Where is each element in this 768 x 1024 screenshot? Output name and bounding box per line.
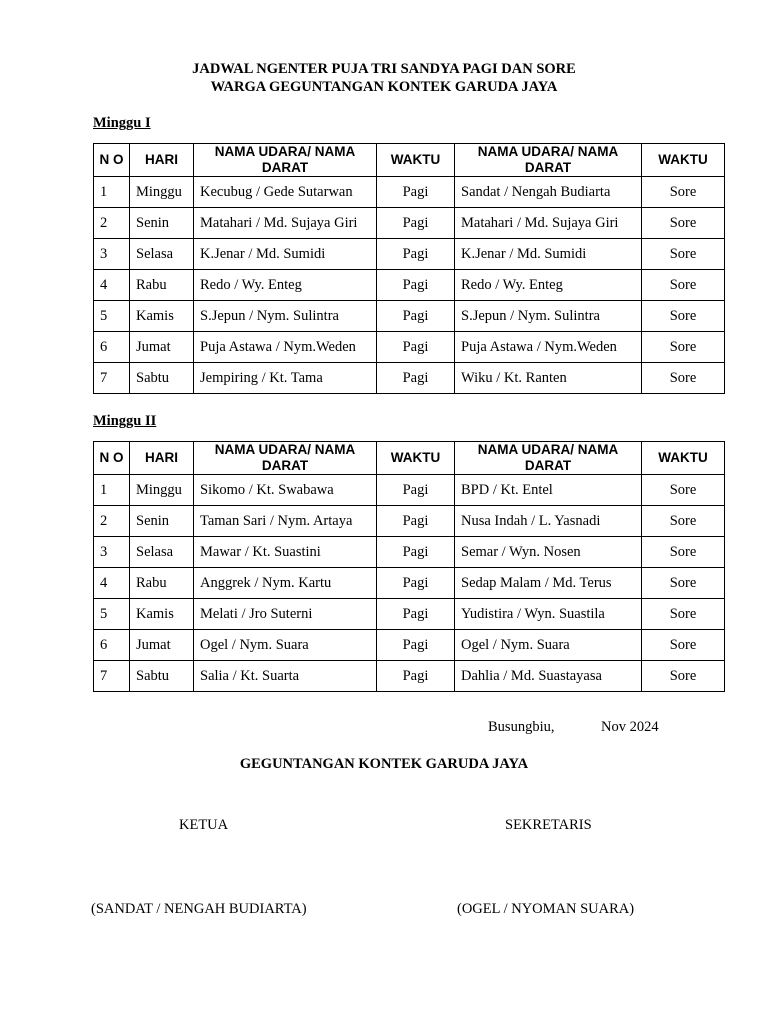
- cell-waktu1: Pagi: [377, 537, 455, 568]
- cell-waktu1: Pagi: [377, 506, 455, 537]
- cell-no: 4: [94, 568, 130, 599]
- doc-title-line-2: WARGA GEGUNTANGAN KONTEK GARUDA JAYA: [210, 79, 558, 95]
- table-row: [94, 177, 725, 208]
- ketua-title: KETUA: [179, 817, 229, 833]
- header-waktu-1: WAKTU: [377, 144, 455, 177]
- cell-nama2: Dahlia / Md. Suastayasa: [455, 661, 642, 692]
- table-row: [94, 301, 725, 332]
- table-row: [94, 537, 725, 568]
- cell-hari: Minggu: [130, 177, 194, 208]
- cell-no: 6: [94, 332, 130, 363]
- cell-waktu2: Sore: [642, 270, 725, 301]
- cell-waktu1: Pagi: [377, 363, 455, 394]
- cell-no: 7: [94, 661, 130, 692]
- cell-no: 3: [94, 239, 130, 270]
- cell-nama1: S.Jepun / Nym. Sulintra: [194, 301, 377, 332]
- cell-waktu2: Sore: [642, 475, 725, 506]
- cell-nama1: Salia / Kt. Suarta: [194, 661, 377, 692]
- cell-hari: Sabtu: [130, 661, 194, 692]
- schedule-table-week-1: [93, 143, 725, 394]
- cell-nama2: Sedap Malam / Md. Terus: [455, 568, 642, 599]
- header-hari: HARI: [130, 442, 194, 475]
- cell-waktu1: Pagi: [377, 599, 455, 630]
- cell-waktu2: Sore: [642, 568, 725, 599]
- cell-nama2: Redo / Wy. Enteg: [455, 270, 642, 301]
- cell-nama2: K.Jenar / Md. Sumidi: [455, 239, 642, 270]
- cell-waktu1: Pagi: [377, 239, 455, 270]
- cell-waktu2: Sore: [642, 208, 725, 239]
- cell-waktu2: Sore: [642, 177, 725, 208]
- cell-nama1: Matahari / Md. Sujaya Giri: [194, 208, 377, 239]
- week-2-label: Minggu II: [93, 413, 157, 429]
- cell-nama1: Sikomo / Kt. Swabawa: [194, 475, 377, 506]
- cell-waktu1: Pagi: [377, 270, 455, 301]
- cell-waktu2: Sore: [642, 239, 725, 270]
- cell-nama1: Redo / Wy. Enteg: [194, 270, 377, 301]
- cell-nama1: Taman Sari / Nym. Artaya: [194, 506, 377, 537]
- cell-nama1: Melati / Jro Suterni: [194, 599, 377, 630]
- table-row: [94, 208, 725, 239]
- footer-place: Busungbiu,: [488, 719, 555, 735]
- table-row: [94, 661, 725, 692]
- cell-nama2: Wiku / Kt. Ranten: [455, 363, 642, 394]
- cell-waktu2: Sore: [642, 363, 725, 394]
- cell-waktu2: Sore: [642, 506, 725, 537]
- cell-nama2: S.Jepun / Nym. Sulintra: [455, 301, 642, 332]
- cell-nama2: Puja Astawa / Nym.Weden: [455, 332, 642, 363]
- table-row: [94, 363, 725, 394]
- header-waktu-1: WAKTU: [377, 442, 455, 475]
- header-nama-1: NAMA UDARA/ NAMA DARAT: [194, 442, 377, 475]
- cell-hari: Selasa: [130, 239, 194, 270]
- schedule-table-week-2: [93, 441, 725, 692]
- cell-waktu1: Pagi: [377, 301, 455, 332]
- cell-hari: Minggu: [130, 475, 194, 506]
- cell-waktu1: Pagi: [377, 475, 455, 506]
- cell-nama2: Matahari / Md. Sujaya Giri: [455, 208, 642, 239]
- cell-no: 3: [94, 537, 130, 568]
- cell-nama1: K.Jenar / Md. Sumidi: [194, 239, 377, 270]
- table-row: [94, 568, 725, 599]
- cell-no: 1: [94, 177, 130, 208]
- cell-no: 7: [94, 363, 130, 394]
- table-row: [94, 475, 725, 506]
- cell-waktu2: Sore: [642, 599, 725, 630]
- footer-date: Nov 2024: [601, 719, 659, 735]
- cell-waktu2: Sore: [642, 661, 725, 692]
- doc-title-line-1: JADWAL NGENTER PUJA TRI SANDYA PAGI DAN SORE: [192, 61, 576, 77]
- cell-hari: Selasa: [130, 537, 194, 568]
- header-nama-1: NAMA UDARA/ NAMA DARAT: [194, 144, 377, 177]
- cell-nama1: Jempiring / Kt. Tama: [194, 363, 377, 394]
- cell-no: 2: [94, 506, 130, 537]
- cell-waktu2: Sore: [642, 301, 725, 332]
- cell-nama1: Anggrek / Nym. Kartu: [194, 568, 377, 599]
- table-row: [94, 630, 725, 661]
- cell-waktu1: Pagi: [377, 630, 455, 661]
- cell-nama1: Mawar / Kt. Suastini: [194, 537, 377, 568]
- cell-waktu2: Sore: [642, 630, 725, 661]
- cell-hari: Jumat: [130, 332, 194, 363]
- cell-hari: Kamis: [130, 599, 194, 630]
- cell-no: 2: [94, 208, 130, 239]
- cell-hari: Jumat: [130, 630, 194, 661]
- header-no: N O: [94, 144, 130, 177]
- cell-nama1: Puja Astawa / Nym.Weden: [194, 332, 377, 363]
- table-row: [94, 270, 725, 301]
- header-no: N O: [94, 442, 130, 475]
- cell-no: 5: [94, 301, 130, 332]
- cell-no: 4: [94, 270, 130, 301]
- cell-waktu2: Sore: [642, 332, 725, 363]
- cell-nama2: Semar / Wyn. Nosen: [455, 537, 642, 568]
- header-hari: HARI: [130, 144, 194, 177]
- table-header-row: [94, 144, 725, 177]
- table-row: [94, 599, 725, 630]
- cell-nama1: Kecubug / Gede Sutarwan: [194, 177, 377, 208]
- cell-hari: Sabtu: [130, 363, 194, 394]
- header-nama-2: NAMA UDARA/ NAMA DARAT: [455, 144, 642, 177]
- cell-hari: Kamis: [130, 301, 194, 332]
- ketua-name: (SANDAT / NENGAH BUDIARTA): [91, 901, 307, 917]
- cell-no: 1: [94, 475, 130, 506]
- cell-hari: Senin: [130, 208, 194, 239]
- cell-no: 5: [94, 599, 130, 630]
- header-nama-2: NAMA UDARA/ NAMA DARAT: [455, 442, 642, 475]
- header-waktu-2: WAKTU: [642, 144, 725, 177]
- cell-nama2: Nusa Indah / L. Yasnadi: [455, 506, 642, 537]
- cell-nama2: BPD / Kt. Entel: [455, 475, 642, 506]
- week-1-label: Minggu I: [93, 115, 151, 131]
- header-waktu-2: WAKTU: [642, 442, 725, 475]
- cell-waktu2: Sore: [642, 537, 725, 568]
- cell-hari: Senin: [130, 506, 194, 537]
- cell-nama2: Sandat / Nengah Budiarta: [455, 177, 642, 208]
- cell-hari: Rabu: [130, 270, 194, 301]
- cell-no: 6: [94, 630, 130, 661]
- cell-nama2: Ogel / Nym. Suara: [455, 630, 642, 661]
- cell-waktu1: Pagi: [377, 208, 455, 239]
- footer-organization: GEGUNTANGAN KONTEK GARUDA JAYA: [239, 756, 529, 772]
- table-header-row: [94, 442, 725, 475]
- sekretaris-name: (OGEL / NYOMAN SUARA): [457, 901, 635, 917]
- cell-waktu1: Pagi: [377, 332, 455, 363]
- table-row: [94, 239, 725, 270]
- cell-waktu1: Pagi: [377, 661, 455, 692]
- sekretaris-title: SEKRETARIS: [505, 817, 592, 833]
- table-row: [94, 332, 725, 363]
- cell-nama2: Yudistira / Wyn. Suastila: [455, 599, 642, 630]
- cell-waktu1: Pagi: [377, 568, 455, 599]
- table-row: [94, 506, 725, 537]
- cell-hari: Rabu: [130, 568, 194, 599]
- cell-nama1: Ogel / Nym. Suara: [194, 630, 377, 661]
- cell-waktu1: Pagi: [377, 177, 455, 208]
